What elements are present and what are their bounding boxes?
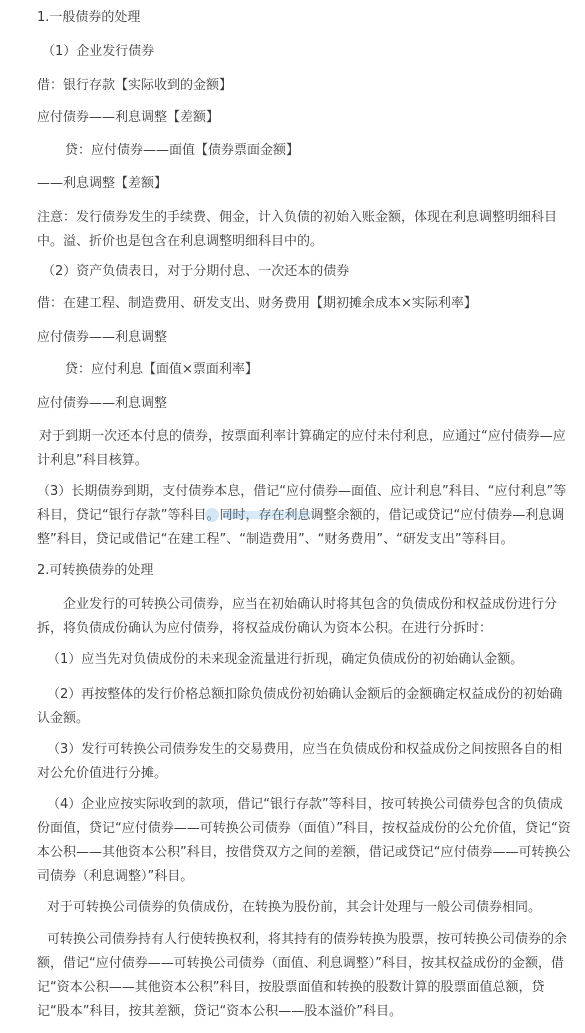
journal-debit-line-4: 应付债券——利息调整: [37, 330, 168, 345]
journal-debit-line: 借：银行存款【实际收到的金额】: [37, 78, 233, 93]
convertible-item-2: （2）再按整体的发行价格总额扣除负债成份初始确认金额后的金额确定权益成份的初始确认金额。: [37, 687, 563, 726]
journal-credit-line: 贷：应付债券——面值【债券票面金额】: [65, 143, 300, 158]
subsection-2-title: （2）资产负债表日，对于分期付息、一次还本的债券: [42, 264, 350, 279]
convertible-intro-paragraph: 企业发行的可转换公司债券，应当在初始确认时将其包含的负债成份和权益成份进行分拆，将负债成份确认为应付债券，将权益成份确认为资本公积。在进行分拆时：: [37, 597, 558, 636]
maturity-paragraph: （3）长期债券到期，支付债券本息，借记“应付债券—面值、应计利息”科目、“应付利息”等科目，贷记“银行存款”等科目。同时，存在利息调整余额的，借记或贷记“应付债券—利息调整”科目，贷记或借记“在建工程”、“制造费用”、“财务费用”、“研发支出”等科目。: [37, 484, 567, 547]
journal-debit-line-2: 应付债券——利息调整【差额】: [37, 110, 220, 125]
convertible-item-1: （1）应当先对负债成份的未来现金流量进行折现，确定负债成份的初始确认金额。: [47, 652, 524, 667]
subsection-1-title: （1）企业发行债券: [42, 44, 155, 59]
section-1-heading: 1.一般债券的处理: [37, 10, 141, 25]
journal-credit-line-2: ——利息调整【差额】: [37, 176, 168, 191]
journal-debit-line-3: 借：在建工程、制造费用、研发支出、财务费用【期初摊余成本×实际利率】: [37, 296, 477, 311]
conversion-paragraph: 可转换公司债券持有人行使转换权利，将其持有的债券转换为股票，按可转换公司债券的余额，借记“应付债券——可转换公司债券（面值、利息调整）”科目，按其权益成份的金额，借记“资本公积——其他资本公积”科目，按股票面值和转换的股数计算的股票面值总额，贷记“股本”科目，按其差额，贷记“资本公积——股本溢价”科目。: [37, 932, 568, 1019]
section-2-heading: 2.可转换债券的处理: [37, 563, 154, 578]
journal-credit-line-3: 贷：应付利息【面值×票面利率】: [65, 362, 258, 377]
convertible-item-4: （4）企业应按实际收到的款项，借记“银行存款”等科目，按可转换公司债券包含的负债成份面值，贷记“应付债券——可转换公司债券（面值）”科目，按权益成份的公允价值，贷记“资本公积——其他资本公积”科目，按借贷双方之间的差额，借记或贷记“应付债券——可转换公司债券（利息调整）”科目。: [37, 797, 571, 884]
convertible-item-3: （3）发行可转换公司债券发生的交易费用，应当在负债成份和权益成份之间按照各自的相对公允价值进行分摊。: [37, 742, 563, 781]
accrued-interest-paragraph: 对于到期一次还本付息的债券，按票面利率计算确定的应付未付利息，应通过“应付债券—应计利息”科目核算。: [37, 429, 566, 468]
liability-treatment-paragraph: 对于可转换公司债券的负债成份，在转换为股份前，其会计处理与一般公司债券相同。: [47, 900, 542, 915]
note-paragraph: 注意：发行债券发生的手续费、佣金，计入负债的初始入账金额，体现在利息调整明细科目中。溢、折价也是包含在利息调整明细科目中的。: [37, 210, 558, 249]
journal-credit-line-4: 应付债券——利息调整: [37, 396, 168, 411]
